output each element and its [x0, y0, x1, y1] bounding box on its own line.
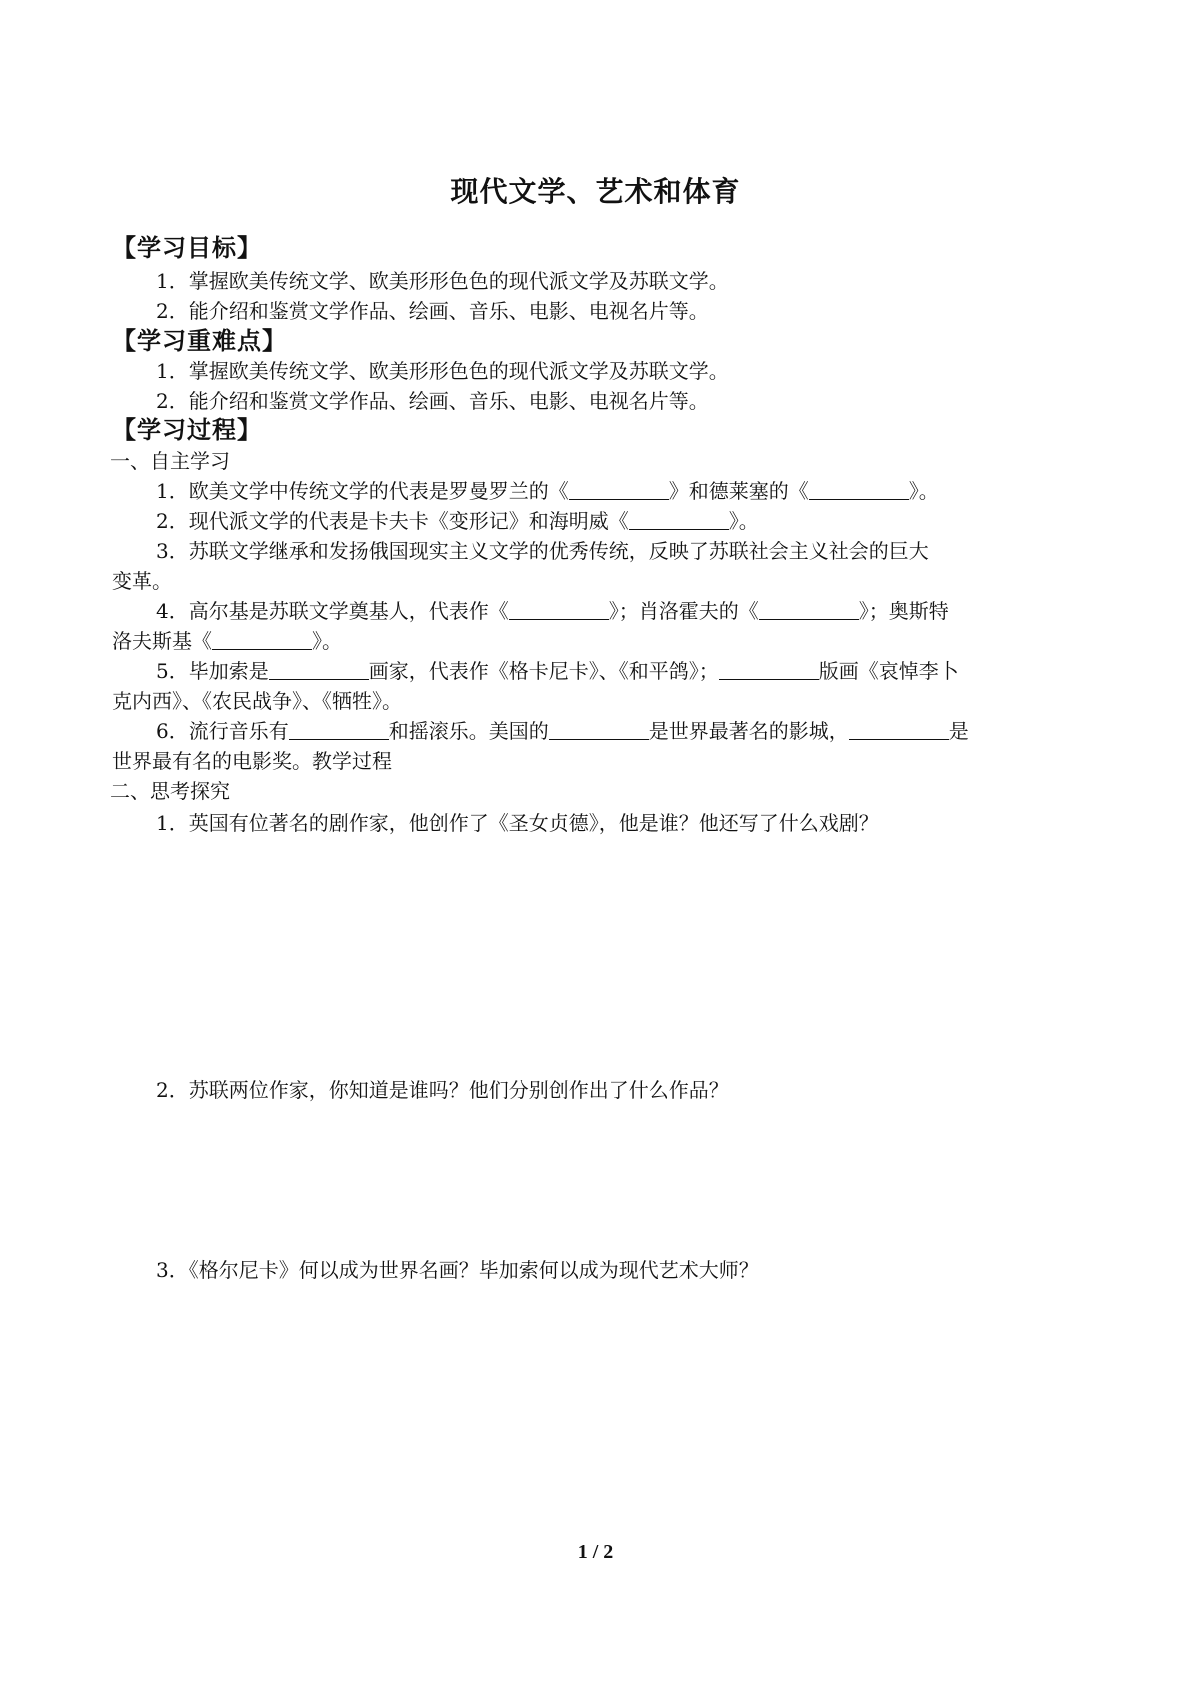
inquiry-q3: 3．《格尔尼卡》何以成为世界名画？毕加索何以成为现代艺术大师？ [156, 1258, 759, 1282]
process-heading: 【学习过程】 [112, 416, 262, 444]
self-study-q3-line2: 变革。 [112, 569, 172, 593]
answer-blank[interactable] [212, 629, 312, 650]
self-study-q6-line1: 6．流行音乐有 和摇滚乐。美国的 是世界最著名的影城， 是 [156, 719, 969, 743]
self-study-q5-line2: 克内西》、《农民战争》、《牺牲》。 [112, 689, 402, 713]
inquiry-q1: 1．英国有位著名的剧作家，他创作了《圣女贞德》，他是谁？他还写了什么戏剧？ [156, 811, 879, 835]
self-study-q3-line1: 3．苏联文学继承和发扬俄国现实主义文学的优秀传统，反映了苏联社会主义社会的巨大 [156, 539, 929, 563]
self-study-q2: 2．现代派文学的代表是卡夫卡《变形记》和海明威《 》。 [156, 509, 759, 533]
self-study-q6-line2: 世界最有名的电影奖。教学过程 [112, 749, 392, 773]
goal-item-1: 1．掌握欧美传统文学、欧美形形色色的现代派文学及苏联文学。 [156, 269, 729, 293]
answer-blank[interactable] [289, 719, 389, 740]
goals-heading: 【学习目标】 [112, 234, 262, 262]
answer-blank[interactable] [719, 659, 819, 680]
answer-blank[interactable] [569, 479, 669, 500]
answer-blank[interactable] [849, 719, 949, 740]
self-study-q4-line1: 4．高尔基是苏联文学奠基人，代表作《 》；肖洛霍夫的《 》；奥斯特 [156, 599, 949, 623]
inquiry-heading: 二、思考探究 [110, 779, 230, 803]
answer-blank[interactable] [759, 599, 859, 620]
key-point-item-1: 1．掌握欧美传统文学、欧美形形色色的现代派文学及苏联文学。 [156, 359, 729, 383]
answer-blank[interactable] [549, 719, 649, 740]
answer-blank[interactable] [509, 599, 609, 620]
page-title: 现代文学、艺术和体育 [450, 175, 741, 208]
inquiry-q2: 2．苏联两位作家，你知道是谁吗？他们分别创作出了什么作品？ [156, 1078, 729, 1102]
answer-blank[interactable] [809, 479, 909, 500]
answer-blank[interactable] [269, 659, 369, 680]
goal-item-2: 2．能介绍和鉴赏文学作品、绘画、音乐、电影、电视名片等。 [156, 299, 709, 323]
key-point-item-2: 2．能介绍和鉴赏文学作品、绘画、音乐、电影、电视名片等。 [156, 389, 709, 413]
self-study-q5-line1: 5．毕加索是 画家，代表作《格卡尼卡》、《和平鸽》； 版画《哀悼李卜 [156, 659, 959, 683]
self-study-q1: 1．欧美文学中传统文学的代表是罗曼罗兰的《 》和德莱塞的《 》。 [156, 479, 939, 503]
self-study-q4-line2: 洛夫斯基《 》。 [112, 629, 342, 653]
answer-blank[interactable] [629, 509, 729, 530]
page-number: 1 / 2 [577, 1541, 614, 1563]
self-study-heading: 一、自主学习 [110, 449, 230, 473]
key-points-heading: 【学习重难点】 [112, 327, 287, 355]
